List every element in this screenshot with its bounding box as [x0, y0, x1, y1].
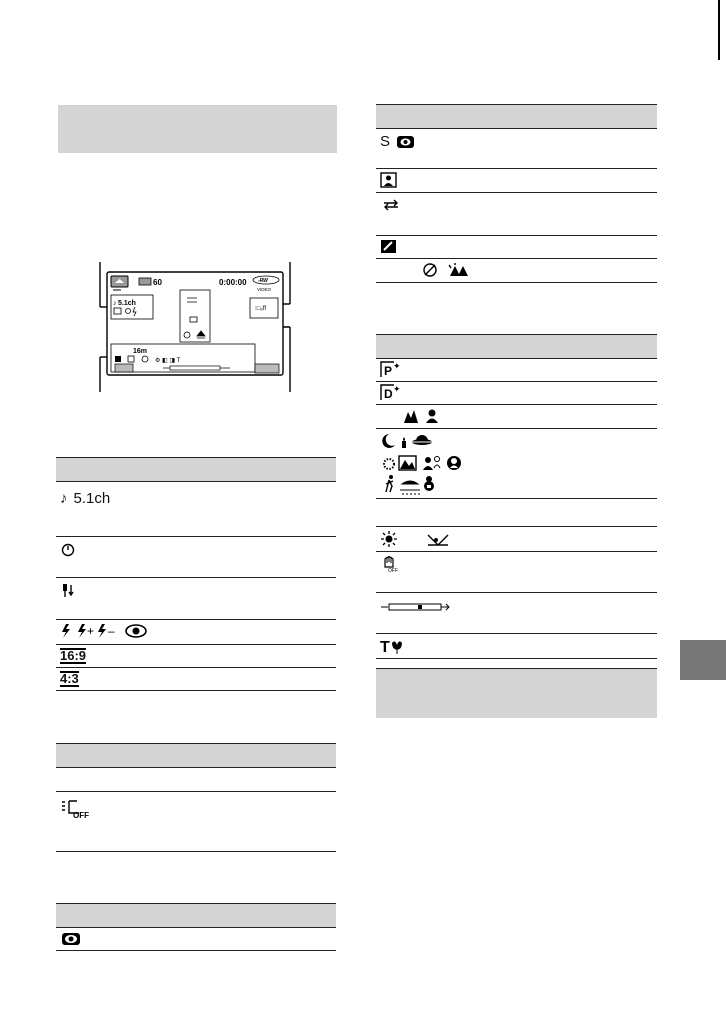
scene-icons [380, 432, 490, 496]
table-row [56, 645, 336, 668]
right-table-1 [376, 104, 657, 283]
steadyshot-off-icon [380, 555, 398, 573]
table-row [56, 768, 336, 792]
disc-type: -RW [258, 278, 268, 284]
program-ae-d-icon [380, 384, 402, 401]
audio-5-1ch-icon: 5.1ch [73, 490, 111, 507]
table-row [56, 668, 336, 690]
pencil-icon [380, 239, 398, 254]
spot-focus-icon [396, 135, 416, 149]
table-row [376, 382, 657, 405]
table-row [376, 193, 657, 236]
table-row [376, 405, 657, 429]
white-balance-icons [380, 531, 460, 547]
section-header-box [58, 105, 337, 153]
table-row [376, 634, 657, 659]
table-row: ♪ 5.1ch [56, 482, 336, 537]
table-row [376, 429, 657, 499]
table-header [56, 903, 336, 928]
table-header [56, 743, 336, 768]
table-row [56, 928, 336, 951]
crop-mark [718, 0, 720, 60]
right-table-2 [376, 334, 657, 659]
backlight-off-icon [60, 798, 90, 820]
section-footer-box [376, 668, 657, 718]
disc-mode: VIDEO [257, 287, 272, 292]
s-label: S [380, 133, 391, 150]
table-row [376, 593, 657, 634]
rec-mode: 16m [133, 348, 148, 355]
self-timer-icon [60, 541, 76, 557]
landscape-portrait-icons [402, 408, 446, 424]
svg-text:+: + [87, 624, 95, 638]
manual-slider-icon [380, 601, 452, 613]
timecode: 0:00:00 [219, 278, 247, 287]
svg-text:⁝□ₒff: ⁝□ₒff [255, 306, 267, 312]
divider [168, 690, 336, 691]
svg-text:✦: ✦ [393, 384, 401, 394]
table-row [56, 537, 336, 578]
spot-meter-icon [60, 931, 84, 947]
left-table-2 [56, 743, 336, 852]
d-label: D [384, 387, 393, 401]
table-row [376, 169, 657, 193]
table-row [376, 552, 657, 593]
battery-minutes: 60 [153, 278, 162, 287]
portrait-frame-icon [380, 172, 398, 188]
table-row [56, 620, 336, 645]
table-header [376, 104, 657, 129]
divider [56, 690, 168, 691]
table-row [376, 527, 657, 552]
svg-text:⚙ ◧ ◨ T: ⚙ ◧ ◨ T [155, 358, 181, 364]
aspect-16-9-icon: 16:9 [60, 648, 87, 663]
table-row [56, 578, 336, 620]
t-label: T [380, 639, 390, 655]
p-label: P [384, 364, 393, 378]
table-row [376, 499, 657, 527]
tele-macro-icon [380, 637, 410, 655]
off-label: OFF [73, 811, 89, 820]
left-table-1 [56, 457, 336, 690]
table-row [56, 792, 336, 852]
table-row [376, 236, 657, 259]
left-table-3 [56, 903, 336, 951]
steady-off-icons [422, 262, 482, 279]
program-ae-plus-icon [380, 361, 402, 378]
table-row [376, 259, 657, 283]
loop-icon [380, 197, 402, 213]
svg-text:OFF: OFF [388, 568, 398, 573]
flash-icons [60, 623, 170, 639]
aspect-4-3-icon: 4:3 [60, 671, 79, 686]
chapter-tab [680, 640, 726, 680]
table-header [56, 457, 336, 482]
svg-text:✦: ✦ [393, 361, 401, 371]
table-row [376, 359, 657, 382]
svg-text:–: – [108, 624, 115, 638]
mic-level-low-icon [60, 582, 78, 600]
lcd-diagram [95, 262, 300, 392]
svg-text:♪: ♪ [113, 300, 117, 307]
table-row [376, 129, 657, 169]
audio-label-small: 5.1ch [118, 300, 136, 307]
table-header [376, 334, 657, 359]
